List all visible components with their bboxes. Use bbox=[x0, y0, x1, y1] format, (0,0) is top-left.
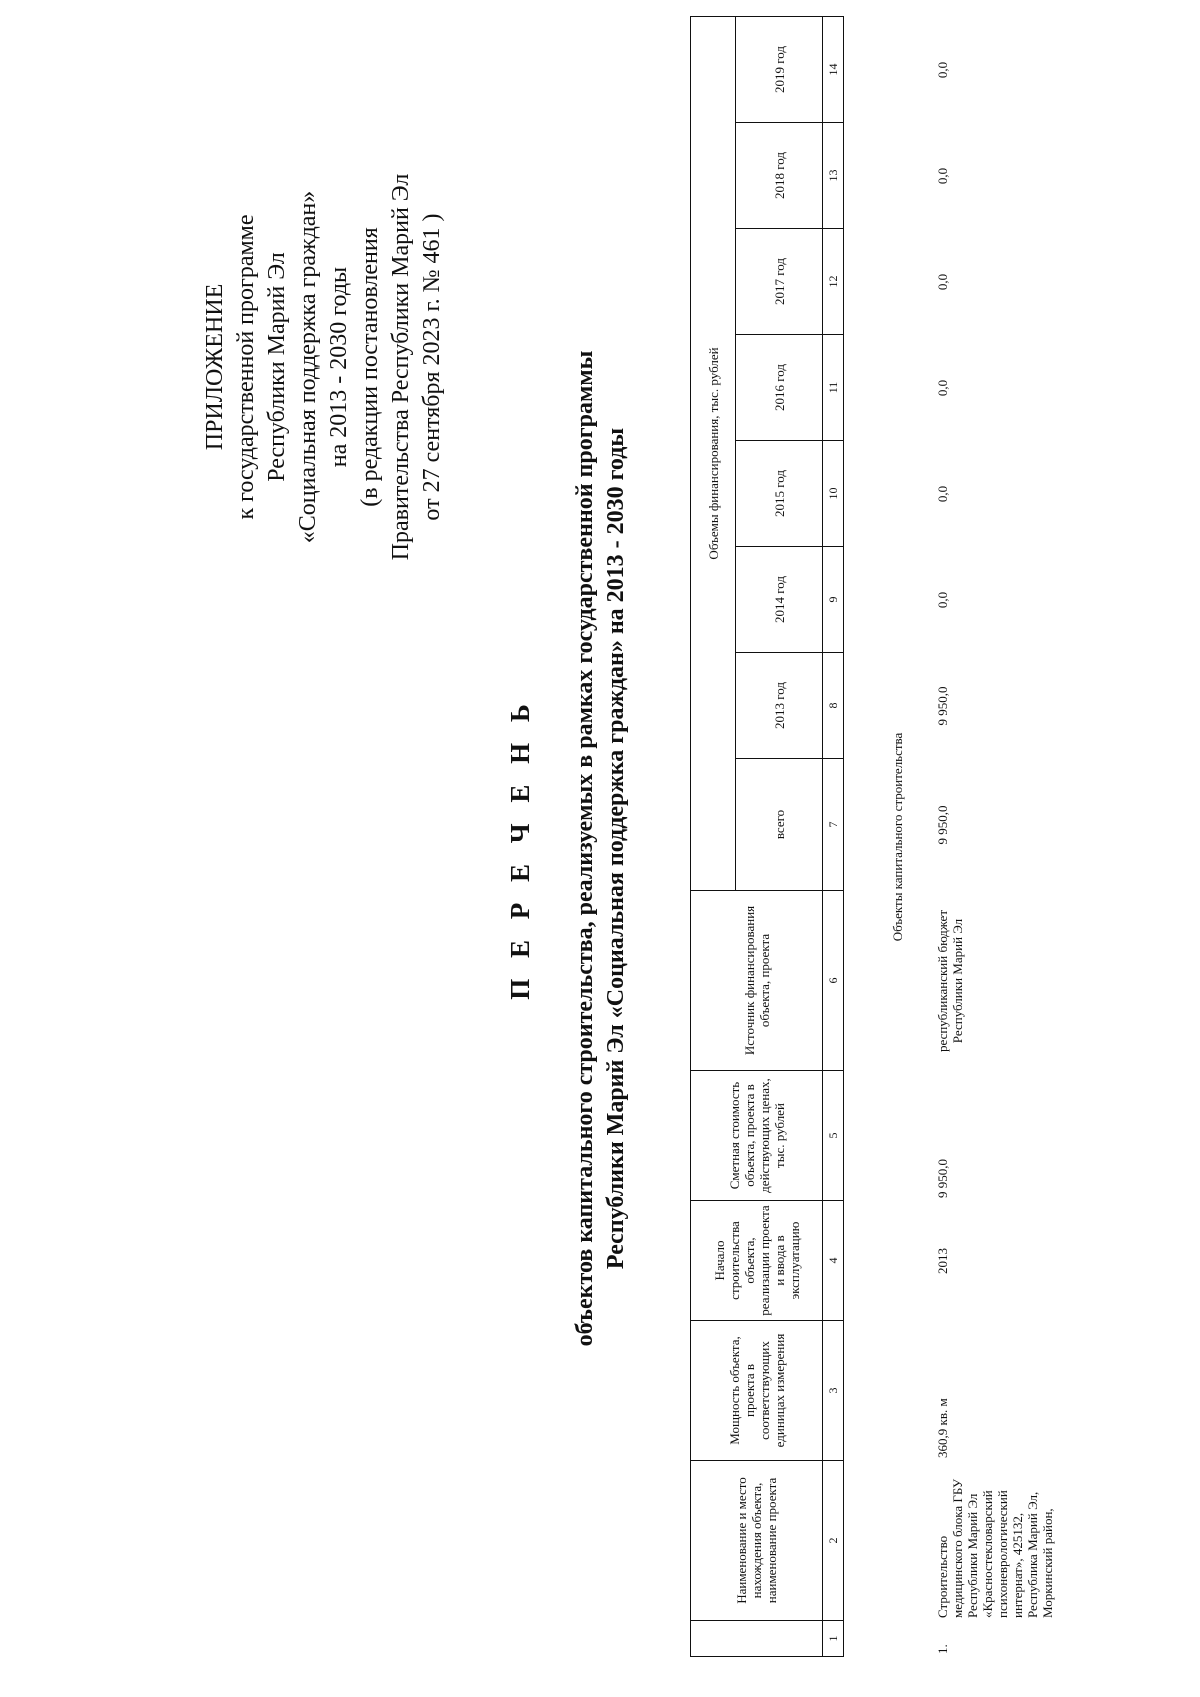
column-number: 8 bbox=[823, 653, 844, 759]
objects-table-header bbox=[690, 16, 844, 1657]
column-number: 1 bbox=[823, 1621, 844, 1657]
column-number: 14 bbox=[823, 16, 844, 122]
row-capacity: 360,9 кв. м bbox=[935, 1398, 950, 1458]
header-total: всего bbox=[736, 759, 823, 891]
row-year-value: 0,0 bbox=[935, 591, 950, 609]
row-number: 1. bbox=[935, 1644, 950, 1654]
column-number: 12 bbox=[823, 229, 844, 335]
appendix-line: Правительства Республики Марий Эл bbox=[388, 173, 414, 561]
header-year: 2017 год bbox=[736, 229, 823, 335]
row-year-value: 0,0 bbox=[935, 167, 950, 185]
title-heading: П Е Р Е Ч Е Н Ь bbox=[505, 697, 535, 1000]
appendix-block bbox=[200, 87, 448, 647]
column-number: 13 bbox=[823, 123, 844, 229]
title-line-1: объектов капитального строительства, реализуемых в рамках государственной программы bbox=[572, 350, 598, 1347]
table-row bbox=[935, 17, 1055, 1657]
row-name: Строительство медицинского блока ГБУ Республики Марий Эл «Красностекловарский психоневрологический интернат», 425132, Республика Марий Эл, Моркинский район, bbox=[935, 1478, 1055, 1618]
column-number: 10 bbox=[823, 441, 844, 547]
row-year-value: 9 950,0 bbox=[935, 686, 950, 726]
appendix-line: Республики Марий Эл bbox=[264, 252, 290, 482]
row-year-value: 0,0 bbox=[935, 273, 950, 291]
row-year-value: 0,0 bbox=[935, 379, 950, 397]
header-year: 2013 год bbox=[736, 653, 823, 759]
objects-table-body bbox=[935, 17, 1055, 1657]
header-name: Наименование и место нахождения объекта, наименование проекта bbox=[691, 1461, 823, 1621]
appendix-line: к государственной программе bbox=[233, 214, 259, 520]
document-title bbox=[505, 0, 632, 1697]
column-number: 6 bbox=[823, 891, 844, 1071]
column-number: 5 bbox=[823, 1071, 844, 1201]
row-year-value: 0,0 bbox=[935, 61, 950, 79]
column-number: 9 bbox=[823, 547, 844, 653]
appendix-line: ПРИЛОЖЕНИЕ bbox=[202, 283, 228, 451]
column-number: 3 bbox=[823, 1321, 844, 1461]
appendix-line: на 2013 - 2030 годы bbox=[326, 266, 352, 468]
row-year-value: 0,0 bbox=[935, 485, 950, 503]
header-number bbox=[691, 1621, 823, 1657]
header-cost: Сметная стоимость объекта, проекта в действующих ценах, тыс. рублей bbox=[691, 1071, 823, 1201]
appendix-line: «Социальная поддержка граждан» bbox=[295, 190, 321, 544]
title-line-2: Республики Марий Эл «Социальная поддержка граждан» на 2013 - 2030 годы bbox=[603, 427, 629, 1270]
header-year: 2019 год bbox=[736, 16, 823, 122]
header-funding: Объемы финансирования, тыс. рублей bbox=[691, 16, 736, 890]
row-source: республиканский бюджет Республики Марий Эл bbox=[935, 909, 965, 1053]
row-total: 9 950,0 bbox=[935, 805, 950, 845]
header-year: 2016 год bbox=[736, 335, 823, 441]
appendix-line: от 27 сентября 2023 г. № 461 ) bbox=[419, 213, 445, 521]
column-number: 2 bbox=[823, 1461, 844, 1621]
section-label: Объекты капитального строительства bbox=[890, 732, 905, 942]
column-number: 4 bbox=[823, 1201, 844, 1321]
header-year: 2018 год bbox=[736, 123, 823, 229]
row-start: 2013 bbox=[935, 1248, 950, 1274]
header-start: Начало строительства объекта, реализации проекта и ввода в эксплуатацию bbox=[691, 1201, 823, 1321]
appendix-line: (в редакции постановления bbox=[357, 227, 383, 507]
header-year: 2014 год bbox=[736, 547, 823, 653]
header-year: 2015 год bbox=[736, 441, 823, 547]
header-capacity: Мощность объекта, проекта в соответствующих единицах измерения bbox=[691, 1321, 823, 1461]
column-number: 7 bbox=[823, 759, 844, 891]
row-cost: 9 950,0 bbox=[935, 1159, 950, 1198]
header-source: Источник финансирования объекта, проекта bbox=[691, 891, 823, 1071]
column-number: 11 bbox=[823, 335, 844, 441]
